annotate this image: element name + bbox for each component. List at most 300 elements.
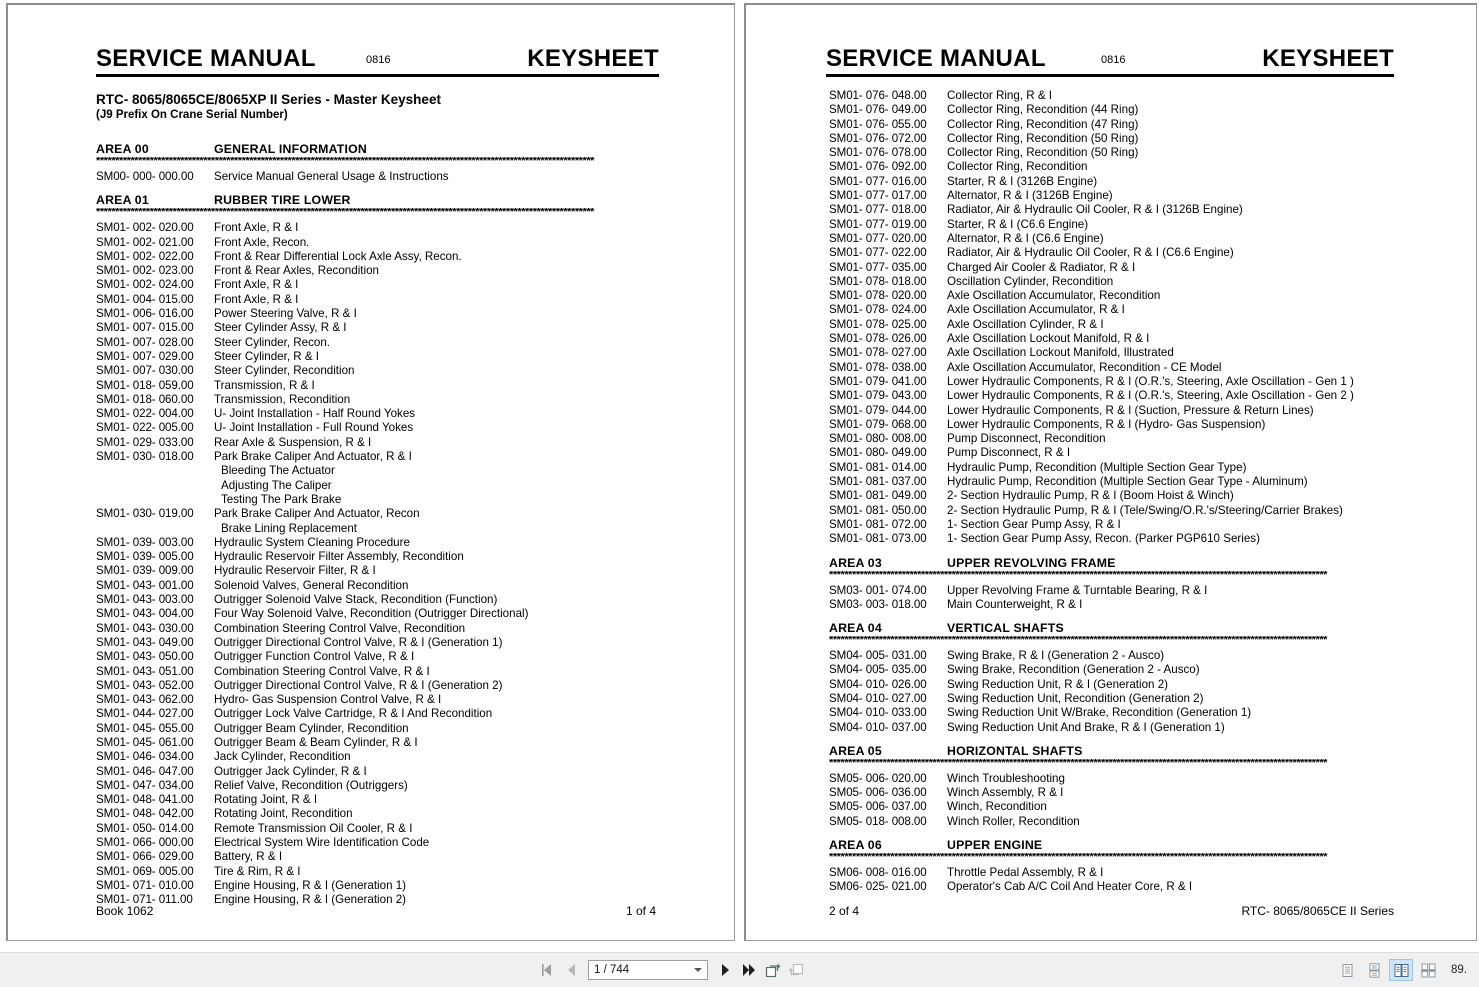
keysheet-description: 2- Section Hydraulic Pump, R & I (Tele/Swing/O.R.'s/Steering/Carrier Brakes)	[947, 503, 1343, 517]
keysheet-code: SM01- 045- 061.00	[96, 735, 194, 749]
keysheet-description: Charged Air Cooler & Radiator, R & I	[947, 260, 1136, 274]
keysheet-row	[829, 866, 1426, 880]
keysheet-code: SM01- 007- 029.00	[96, 349, 194, 363]
keysheet-row	[829, 203, 1426, 217]
area-heading	[96, 192, 666, 208]
view-mode-group	[1335, 957, 1479, 983]
keysheet-row	[829, 446, 1426, 460]
keysheet-row	[829, 189, 1426, 203]
keysheet-row	[829, 461, 1426, 475]
area-heading	[829, 837, 1426, 853]
keysheet-code: SM01- 079- 068.00	[829, 417, 927, 431]
keysheet-description: Electrical System Wire Identification Code	[214, 836, 430, 850]
area-heading	[829, 743, 1426, 759]
keysheet-row	[96, 607, 666, 621]
keysheet-row	[829, 489, 1426, 503]
keysheet-code: SM01- 078- 027.00	[829, 346, 927, 360]
keysheet-description: Hydraulic Pump, Recondition (Multiple Section Gear Type - Aluminum)	[947, 475, 1308, 489]
keysheet-code: SM05- 006- 037.00	[829, 800, 927, 814]
series-label: RTC- 8065/8065CE II Series	[1241, 904, 1394, 918]
keysheet-description: U- Joint Installation - Full Round Yokes	[214, 421, 414, 435]
keysheet-row	[829, 175, 1426, 189]
keysheet-description: Testing The Park Brake	[221, 492, 342, 506]
keysheet-code: SM01- 071- 011.00	[96, 893, 193, 907]
keysheet-row	[829, 375, 1426, 389]
keysheet-description: Outrigger Beam & Beam Cylinder, R & I	[214, 735, 418, 749]
keysheet-row	[829, 432, 1426, 446]
keysheet-description: Outrigger Function Control Valve, R & I	[214, 650, 415, 664]
keysheet-row	[96, 836, 666, 850]
keysheet-code: SM01- 007- 030.00	[96, 364, 194, 378]
keysheet-row	[96, 650, 666, 664]
keysheet-code: SM01- 002- 022.00	[96, 249, 194, 263]
keysheet-row	[96, 665, 666, 679]
keysheet-row	[829, 118, 1426, 132]
keysheet-code: SM01- 043- 050.00	[96, 650, 194, 664]
keysheet-row	[96, 250, 666, 264]
keysheet-description: Starter, R & I (C6.6 Engine)	[947, 217, 1089, 231]
keysheet-list-left	[96, 133, 666, 908]
keysheet-code: SM01- 076- 078.00	[829, 146, 927, 160]
keysheet-description: 2- Section Hydraulic Pump, R & I (Boom Hoist & Winch)	[947, 489, 1234, 503]
keysheet-description: Winch Assembly, R & I	[947, 786, 1064, 800]
keysheet-code: SM01- 076- 055.00	[829, 117, 927, 131]
keysheet-description: Front Axle, R & I	[214, 292, 299, 306]
keysheet-description: Rotating Joint, Recondition	[214, 807, 353, 821]
keysheet-code: SM01- 066- 029.00	[96, 850, 194, 864]
keysheet-row	[829, 89, 1426, 103]
header-title: SERVICE MANUAL	[96, 45, 316, 72]
page-number-value: 1 / 744	[594, 964, 630, 976]
keysheet-code: SM01- 077- 016.00	[829, 174, 927, 188]
keysheet-description: Hydraulic Pump, Recondition (Multiple Section Gear Type)	[947, 460, 1247, 474]
keysheet-code: SM01- 078- 025.00	[829, 317, 927, 331]
keysheet-description: Axle Oscillation Cylinder, R & I	[947, 317, 1104, 331]
area-label: AREA 00	[96, 142, 149, 156]
keysheet-row	[96, 722, 666, 736]
keysheet-description: Park Brake Caliper And Actuator, R & I	[214, 450, 412, 464]
keysheet-code: SM01- 080- 008.00	[829, 432, 927, 446]
keysheet-code: SM01- 022- 005.00	[96, 421, 194, 435]
keysheet-description: Main Counterweight, R & I	[947, 597, 1083, 611]
header-date-code: 0816	[1101, 54, 1126, 66]
keysheet-code: SM01- 071- 010.00	[96, 878, 194, 892]
section-divider: **********************************************************************************************************************************	[96, 157, 594, 167]
keysheet-code: SM01- 046- 034.00	[96, 750, 194, 764]
keysheet-code: SM01- 076- 092.00	[829, 160, 927, 174]
first-page-icon[interactable]	[536, 958, 558, 982]
keysheet-code: SM01- 081- 049.00	[829, 489, 927, 503]
keysheet-description: Radiator, Air & Hydraulic Oil Cooler, R & I (3126B Engine)	[947, 203, 1243, 217]
export-file-icon[interactable]	[786, 958, 808, 982]
page-number-input[interactable]	[588, 960, 708, 980]
keysheet-code: SM01- 043- 052.00	[96, 678, 194, 692]
keysheet-description: Outrigger Jack Cylinder, R & I	[214, 764, 367, 778]
keysheet-description: Axle Oscillation Accumulator, Recondition - CE Model	[947, 360, 1222, 374]
keysheet-description: Combination Steering Control Valve, Recondition	[214, 621, 466, 635]
keysheet-code: SM01- 030- 019.00	[96, 507, 194, 521]
keysheet-description: Collector Ring, R & I	[947, 89, 1053, 102]
keysheet-code: SM01- 069- 005.00	[96, 864, 194, 878]
keysheet-code: SM01- 043- 001.00	[96, 578, 194, 592]
keysheet-description: Swing Brake, Recondition (Generation 2 - Ausco)	[947, 663, 1200, 677]
keysheet-description: Transmission, Recondition	[214, 392, 351, 406]
keysheet-code: SM06- 025- 021.00	[829, 880, 927, 894]
keysheet-code: SM01- 039- 009.00	[96, 564, 194, 578]
area-name: GENERAL INFORMATION	[214, 142, 367, 156]
keysheet-row	[96, 536, 666, 550]
keysheet-row	[96, 822, 666, 836]
keysheet-description: Winch Roller, Recondition	[947, 814, 1080, 828]
keysheet-description: Combination Steering Control Valve, R & I	[214, 664, 430, 678]
keysheet-code: SM04- 005- 035.00	[829, 663, 927, 677]
area-heading	[96, 141, 666, 157]
keysheet-code: SM01- 078- 024.00	[829, 303, 927, 317]
keysheet-row	[96, 450, 666, 464]
keysheet-description: Adjusting The Caliper	[221, 478, 332, 492]
keysheet-description: 1- Section Gear Pump Assy, R & I	[947, 517, 1121, 531]
header-rule	[96, 74, 659, 77]
keysheet-row	[829, 772, 1426, 786]
keysheet-row	[96, 336, 666, 350]
continuous-view-button[interactable]	[1362, 959, 1386, 981]
document-page-2[interactable]	[744, 3, 1477, 941]
keysheet-row	[96, 707, 666, 721]
two-page-view-button[interactable]	[1389, 959, 1413, 981]
keysheet-code: SM01- 077- 020.00	[829, 231, 927, 245]
area-name: RUBBER TIRE LOWER	[214, 193, 351, 208]
area-label: AREA 03	[829, 555, 882, 570]
document-title: RTC- 8065/8065CE/8065XP II Series - Master Keysheet	[96, 92, 441, 107]
keysheet-code: SM01- 047- 034.00	[96, 778, 194, 792]
keysheet-row	[829, 800, 1426, 814]
keysheet-description: Swing Reduction Unit, Recondition (Generation 2)	[947, 691, 1204, 705]
keysheet-row	[829, 786, 1426, 800]
page-count-label: 1 of 4	[625, 904, 656, 918]
keysheet-description: Remote Transmission Oil Cooler, R & I	[214, 821, 413, 835]
keysheet-row	[96, 264, 666, 278]
keysheet-code: SM01- 018- 060.00	[96, 392, 194, 406]
book-view-button[interactable]	[1416, 959, 1440, 981]
keysheet-description: Hydraulic Reservoir Filter, R & I	[214, 564, 376, 578]
keysheet-description: Lower Hydraulic Components, R & I (O.R.'s, Steering, Axle Oscillation - Gen 2 )	[947, 389, 1354, 403]
keysheet-description: Starter, R & I (3126B Engine)	[947, 174, 1098, 188]
book-number: Book 1062	[96, 904, 154, 918]
keysheet-description: Steer Cylinder, Recon.	[214, 335, 330, 349]
keysheet-description: Outrigger Directional Control Valve, R & I (Generation 2)	[214, 678, 503, 692]
keysheet-row	[96, 736, 666, 750]
keysheet-code: SM01- 081- 073.00	[829, 532, 927, 546]
header-keysheet-label: KEYSHEET	[527, 45, 659, 72]
keysheet-row	[96, 379, 666, 393]
keysheet-description: Jack Cylinder, Recondition	[214, 750, 351, 764]
keysheet-code: SM01- 077- 019.00	[829, 217, 927, 231]
keysheet-code: SM01- 076- 048.00	[829, 89, 927, 102]
keysheet-description: Front & Rear Differential Lock Axle Assy, Recon.	[214, 249, 462, 263]
keysheet-row	[96, 321, 666, 335]
keysheet-code: SM01- 043- 062.00	[96, 693, 194, 707]
keysheet-row	[96, 636, 666, 650]
single-page-view-button[interactable]	[1335, 959, 1359, 981]
area-name: UPPER ENGINE	[947, 838, 1043, 853]
keysheet-description: Front Axle, R & I	[214, 221, 299, 235]
keysheet-description: Axle Oscillation Lockout Manifold, R & I	[947, 332, 1150, 346]
keysheet-description: Axle Oscillation Accumulator, R & I	[947, 303, 1125, 317]
keysheet-description: Swing Reduction Unit And Brake, R & I (Generation 1)	[947, 720, 1225, 734]
keysheet-row	[829, 649, 1426, 663]
keysheet-row	[829, 418, 1426, 432]
keysheet-row	[829, 103, 1426, 117]
keysheet-code: SM01- 048- 042.00	[96, 807, 194, 821]
keysheet-row	[96, 307, 666, 321]
keysheet-row	[96, 221, 666, 235]
keysheet-code: SM01- 079- 043.00	[829, 389, 927, 403]
keysheet-code: SM01- 039- 005.00	[96, 550, 194, 564]
keysheet-code: SM01- 076- 072.00	[829, 131, 927, 145]
keysheet-description: Park Brake Caliper And Actuator, Recon	[214, 507, 420, 521]
keysheet-row	[829, 246, 1426, 260]
keysheet-description: Collector Ring, Recondition (47 Ring)	[947, 117, 1139, 131]
keysheet-description: Throttle Pedal Assembly, R & I	[947, 866, 1104, 880]
keysheet-code: SM05- 006- 036.00	[829, 786, 927, 800]
keysheet-description: Front Axle, Recon.	[214, 235, 310, 249]
keysheet-description: Engine Housing, R & I (Generation 2)	[214, 893, 407, 907]
keysheet-row	[829, 706, 1426, 720]
keysheet-row	[829, 132, 1426, 146]
keysheet-description: Solenoid Valves, General Recondition	[214, 578, 409, 592]
area-label: AREA 05	[829, 743, 882, 758]
keysheet-description: Pump Disconnect, R & I	[947, 446, 1071, 460]
keysheet-code: SM01- 077- 017.00	[829, 189, 927, 203]
keysheet-row	[829, 318, 1426, 332]
keysheet-code: SM01- 078- 038.00	[829, 360, 927, 374]
keysheet-description: Hydro- Gas Suspension Control Valve, R & I	[214, 693, 442, 707]
keysheet-code: SM04- 010- 026.00	[829, 677, 927, 691]
keysheet-row	[96, 350, 666, 364]
keysheet-row	[96, 779, 666, 793]
header-rule	[826, 74, 1394, 77]
keysheet-code: SM01- 077- 018.00	[829, 203, 927, 217]
keysheet-row	[96, 793, 666, 807]
keysheet-row	[829, 261, 1426, 275]
keysheet-description: Swing Reduction Unit W/Brake, Recondition (Generation 1)	[947, 706, 1252, 720]
keysheet-description: Swing Brake, R & I (Generation 2 - Ausco)	[947, 649, 1165, 663]
keysheet-code: SM01- 048- 041.00	[96, 793, 194, 807]
keysheet-row	[829, 275, 1426, 289]
page-footer-2	[829, 904, 1394, 918]
previous-page-icon[interactable]	[560, 958, 582, 982]
keysheet-list-right	[746, 89, 1426, 895]
keysheet-code: SM01- 007- 015.00	[96, 321, 194, 335]
keysheet-row	[829, 678, 1426, 692]
keysheet-row	[829, 504, 1426, 518]
keysheet-subrow	[96, 522, 666, 536]
keysheet-code: SM01- 081- 014.00	[829, 460, 927, 474]
keysheet-description: Rotating Joint, R & I	[214, 793, 318, 807]
header-keysheet-label: KEYSHEET	[1262, 45, 1394, 72]
keysheet-row	[829, 721, 1426, 735]
area-name: HORIZONTAL SHAFTS	[947, 743, 1083, 758]
keysheet-description: Collector Ring, Recondition	[947, 160, 1088, 174]
section-divider: **********************************************************************************************************************************	[829, 853, 1327, 864]
area-name: UPPER REVOLVING FRAME	[947, 555, 1116, 570]
keysheet-row	[96, 579, 666, 593]
keysheet-code: SM00- 000- 000.00	[96, 170, 194, 183]
keysheet-row	[96, 593, 666, 607]
keysheet-row	[829, 815, 1426, 829]
keysheet-description: Pump Disconnect, Recondition	[947, 432, 1106, 446]
keysheet-description: Service Manual General Usage & Instructions	[214, 170, 449, 183]
area-label: AREA 06	[829, 838, 882, 853]
keysheet-row	[96, 679, 666, 693]
keysheet-code: SM01- 081- 072.00	[829, 517, 927, 531]
keysheet-description: Outrigger Solenoid Valve Stack, Recondition (Function)	[214, 593, 498, 607]
keysheet-code: SM01- 078- 018.00	[829, 274, 927, 288]
keysheet-code: SM01- 044- 027.00	[96, 707, 194, 721]
keysheet-code: SM01- 043- 051.00	[96, 664, 194, 678]
keysheet-description: Battery, R & I	[214, 850, 283, 864]
keysheet-description: 1- Section Gear Pump Assy, Recon. (Parker PGP610 Series)	[947, 532, 1260, 546]
keysheet-row	[96, 407, 666, 421]
viewer-toolbar	[0, 952, 1479, 987]
keysheet-subrow	[96, 493, 666, 507]
keysheet-code: SM01- 066- 000.00	[96, 836, 194, 850]
zoom-level-value[interactable]: 89.	[1451, 964, 1467, 976]
keysheet-code: SM01- 045- 055.00	[96, 721, 194, 735]
keysheet-description: Alternator, R & I (C6.6 Engine)	[947, 231, 1104, 245]
keysheet-code: SM01- 029- 033.00	[96, 435, 194, 449]
keysheet-row	[96, 393, 666, 407]
keysheet-row	[96, 507, 666, 521]
keysheet-description: Winch Troubleshooting	[947, 771, 1065, 785]
keysheet-description: Hydraulic Reservoir Filter Assembly, Recondition	[214, 550, 464, 564]
last-page-icon[interactable]	[738, 958, 760, 982]
keysheet-row	[829, 303, 1426, 317]
keysheet-description: Axle Oscillation Accumulator, Recondition	[947, 289, 1161, 303]
keysheet-row	[829, 289, 1426, 303]
keysheet-code: SM03- 003- 018.00	[829, 597, 927, 611]
keysheet-row	[96, 436, 666, 450]
keysheet-row	[829, 232, 1426, 246]
keysheet-code: SM01- 043- 004.00	[96, 607, 194, 621]
keysheet-row	[96, 750, 666, 764]
keysheet-row	[829, 389, 1426, 403]
keysheet-description: Collector Ring, Recondition (44 Ring)	[947, 103, 1139, 117]
page-count-label: 2 of 4	[829, 904, 860, 918]
keysheet-row	[829, 404, 1426, 418]
keysheet-row	[96, 421, 666, 435]
keysheet-row	[96, 564, 666, 578]
keysheet-description: Steer Cylinder, R & I	[214, 349, 320, 363]
keysheet-code: SM01- 002- 020.00	[96, 221, 194, 235]
next-page-icon[interactable]	[714, 958, 736, 982]
keysheet-row	[96, 550, 666, 564]
keysheet-code: SM04- 010- 027.00	[829, 691, 927, 705]
keysheet-description: Bleeding The Actuator	[221, 464, 335, 478]
keysheet-row	[829, 475, 1426, 489]
header-date-code: 0816	[366, 54, 391, 66]
keysheet-description: Radiator, Air & Hydraulic Oil Cooler, R & I (C6.6 Engine)	[947, 246, 1234, 260]
chevron-down-icon[interactable]	[694, 968, 702, 972]
keysheet-row	[96, 622, 666, 636]
keysheet-description: Axle Oscillation Lockout Manifold, Illustrated	[947, 346, 1174, 360]
keysheet-description: U- Joint Installation - Half Round Yokes	[214, 407, 416, 421]
open-file-icon[interactable]	[762, 958, 784, 982]
keysheet-row	[96, 865, 666, 879]
keysheet-row	[96, 278, 666, 292]
keysheet-row	[829, 584, 1426, 598]
keysheet-row	[829, 692, 1426, 706]
keysheet-row	[829, 346, 1426, 360]
document-subtitle: (J9 Prefix On Crane Serial Number)	[96, 109, 288, 121]
keysheet-description: Outrigger Beam Cylinder, Recondition	[214, 721, 409, 735]
keysheet-code: SM01- 077- 022.00	[829, 246, 927, 260]
keysheet-code: SM01- 030- 018.00	[96, 450, 194, 464]
keysheet-code: SM01- 002- 021.00	[96, 235, 194, 249]
keysheet-code: SM01- 039- 003.00	[96, 535, 194, 549]
keysheet-row	[829, 218, 1426, 232]
keysheet-code: SM05- 006- 020.00	[829, 771, 927, 785]
keysheet-code: SM04- 010- 037.00	[829, 720, 927, 734]
keysheet-description: Front & Rear Axles, Recondition	[214, 264, 379, 278]
keysheet-code: SM06- 008- 016.00	[829, 866, 927, 880]
keysheet-row	[829, 332, 1426, 346]
keysheet-code: SM05- 018- 008.00	[829, 814, 927, 828]
keysheet-code: SM01- 043- 030.00	[96, 621, 194, 635]
keysheet-description: Rear Axle & Suspension, R & I	[214, 435, 372, 449]
keysheet-subrow	[96, 464, 666, 478]
keysheet-code: SM01- 081- 037.00	[829, 475, 927, 489]
keysheet-code: SM01- 077- 035.00	[829, 260, 927, 274]
keysheet-description: Steer Cylinder Assy, R & I	[214, 321, 347, 335]
keysheet-code: SM01- 046- 047.00	[96, 764, 194, 778]
keysheet-row	[829, 160, 1426, 174]
keysheet-description: Power Steering Valve, R & I	[214, 307, 357, 321]
keysheet-description: Lower Hydraulic Components, R & I (O.R.'s, Steering, Axle Oscillation - Gen 1 )	[947, 374, 1354, 388]
document-page-1[interactable]	[6, 3, 735, 941]
keysheet-description: Operator's Cab A/C Coil And Heater Core, R & I	[947, 880, 1193, 894]
keysheet-row	[829, 663, 1426, 677]
section-divider: **********************************************************************************************************************************	[96, 208, 594, 219]
keysheet-row	[829, 361, 1426, 375]
keysheet-row	[829, 518, 1426, 532]
keysheet-description: Oscillation Cylinder, Recondition	[947, 274, 1114, 288]
keysheet-description: Tire & Rim, R & I	[214, 864, 301, 878]
keysheet-row	[829, 532, 1426, 546]
keysheet-description: Outrigger Lock Valve Cartridge, R & I And Recondition	[214, 707, 493, 721]
keysheet-code: SM01- 050- 014.00	[96, 821, 194, 835]
keysheet-row	[96, 879, 666, 893]
keysheet-description: Lower Hydraulic Components, R & I (Hydro- Gas Suspension)	[947, 417, 1266, 431]
keysheet-code: SM03- 001- 074.00	[829, 583, 927, 597]
keysheet-code: SM01- 079- 041.00	[829, 374, 927, 388]
page-footer-1	[96, 904, 656, 918]
keysheet-code: SM01- 043- 049.00	[96, 635, 194, 649]
keysheet-description: Swing Reduction Unit, R & I (Generation 2)	[947, 677, 1169, 691]
keysheet-code: SM04- 005- 031.00	[829, 649, 927, 663]
area-label: AREA 04	[829, 621, 882, 636]
page-navigation-group	[536, 957, 808, 983]
keysheet-description: Four Way Solenoid Valve, Recondition (Outrigger Directional)	[214, 607, 529, 621]
keysheet-code: SM01- 080- 049.00	[829, 446, 927, 460]
keysheet-code: SM01- 002- 024.00	[96, 278, 194, 292]
keysheet-subrow	[96, 479, 666, 493]
keysheet-description: Steer Cylinder, Recondition	[214, 364, 355, 378]
keysheet-code: SM01- 022- 004.00	[96, 407, 194, 421]
keysheet-code: SM01- 078- 020.00	[829, 289, 927, 303]
keysheet-code: SM01- 006- 016.00	[96, 307, 194, 321]
keysheet-row	[96, 364, 666, 378]
